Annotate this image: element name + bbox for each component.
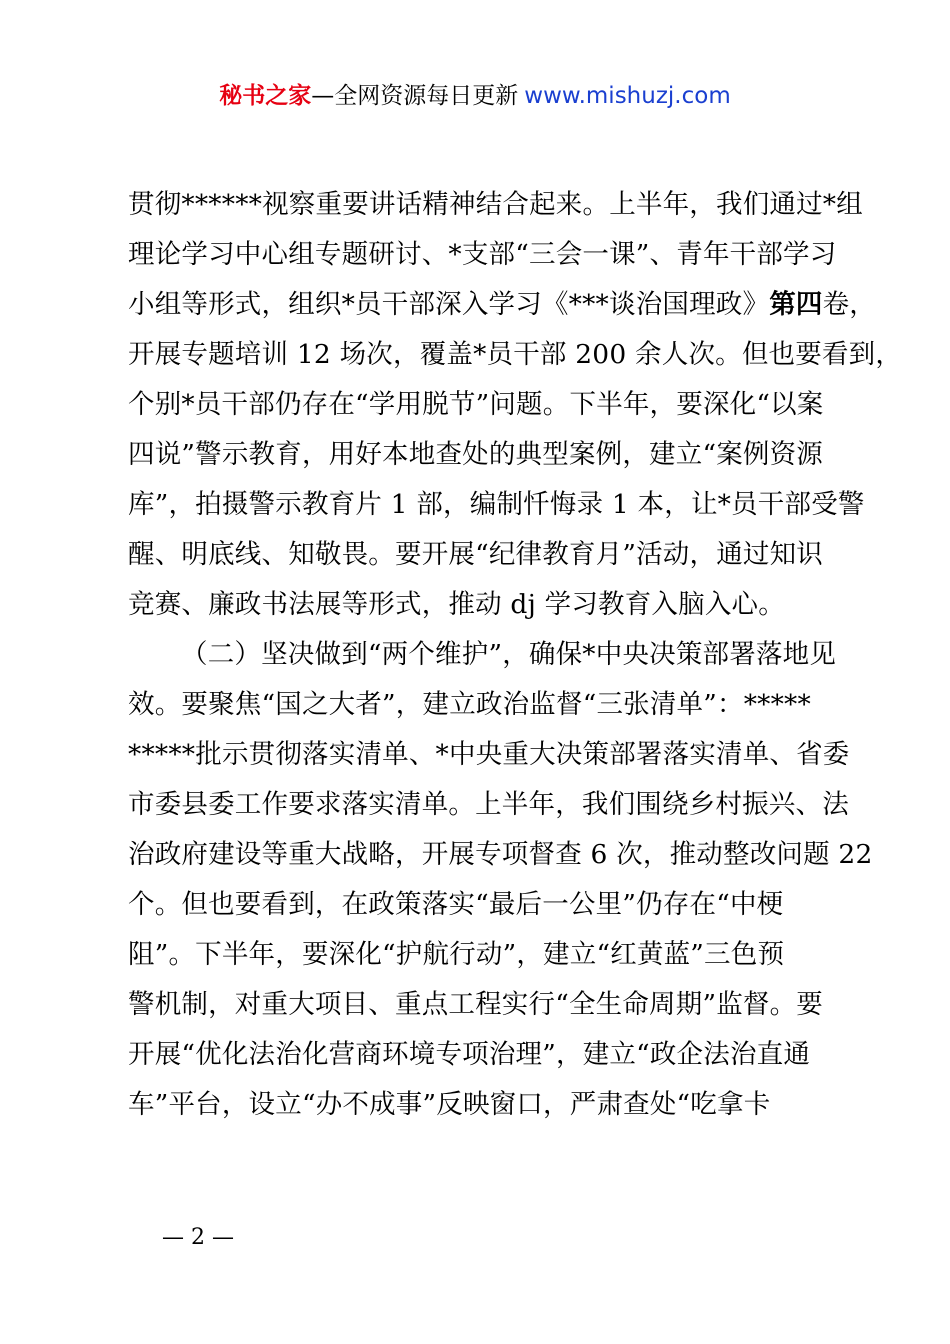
body-line: 个。但也要看到，在政策落实“最后一公里”仍存在“中梗 xyxy=(128,889,784,920)
body-line: 车”平台，设立“办不成事”反映窗口，严肃查处“吃拿卡 xyxy=(128,1089,771,1120)
body-line: 竞赛、廉政书法展等形式，推动 dj 学习教育入脑入心。 xyxy=(128,589,785,620)
body-line: 阻”。下半年，要深化“护航行动”，建立“红黄蓝”三色预 xyxy=(128,939,785,970)
page-number: — 2 — xyxy=(162,1225,234,1250)
body-line-text: 卷， xyxy=(822,289,877,320)
header-tagline: —全网资源每日更新 xyxy=(311,83,519,109)
body-line xyxy=(128,280,877,330)
body-line: 四说”警示教育，用好本地查处的典型案例，建立“案例资源 xyxy=(128,439,823,470)
body-line: 开展专题培训 12 场次，覆盖*员干部 200 余人次。但也要看到， xyxy=(128,339,903,370)
body-line: 开展“优化法治化营商环境专项治理”，建立“政企法治直通 xyxy=(128,1039,811,1070)
body-line: 个别*员干部仍存在“学用脱节”问题。下半年，要深化“以案 xyxy=(128,389,824,420)
body-line: 效。要聚焦“国之大者”，建立政治监督“三张清单”：***** xyxy=(128,689,811,720)
brand-name: 秘书之家 xyxy=(219,83,312,109)
body-line: 库”，拍摄警示教育片 1 部，编制忏悔录 1 本，让*员干部受警 xyxy=(128,489,865,520)
document-body xyxy=(128,180,903,1130)
body-line: 贯彻******视察重要讲话精神结合起来。上半年，我们通过*组 xyxy=(128,189,863,220)
body-line: 治政府建设等重大战略，开展专项督查 6 次，推动整改问题 22 xyxy=(128,839,873,870)
section-heading-line: （二）坚决做到“两个维护”，确保*中央决策部署落地见 xyxy=(181,639,837,670)
body-line: 理论学习中心组专题研讨、*支部“三会一课”、青年干部学习 xyxy=(128,239,837,270)
site-url-link[interactable]: www.mishuzj.com xyxy=(524,83,731,109)
body-line: 警机制，对重大项目、重点工程实行“全生命周期”监督。要 xyxy=(128,989,823,1020)
body-line: 市委县委工作要求落实清单。上半年，我们围绕乡村振兴、法 xyxy=(128,789,849,820)
body-line-text: 小组等形式，组织*员干部深入学习《***谈治国理政》 xyxy=(128,289,770,320)
body-line: 醒、明底线、知敬畏。要开展“纪律教育月”活动，通过知识 xyxy=(128,539,823,570)
body-line: *****批示贯彻落实清单、*中央重大决策部署落实清单、省委 xyxy=(128,739,850,770)
site-header xyxy=(0,80,950,112)
bold-text: 第四 xyxy=(769,289,823,320)
